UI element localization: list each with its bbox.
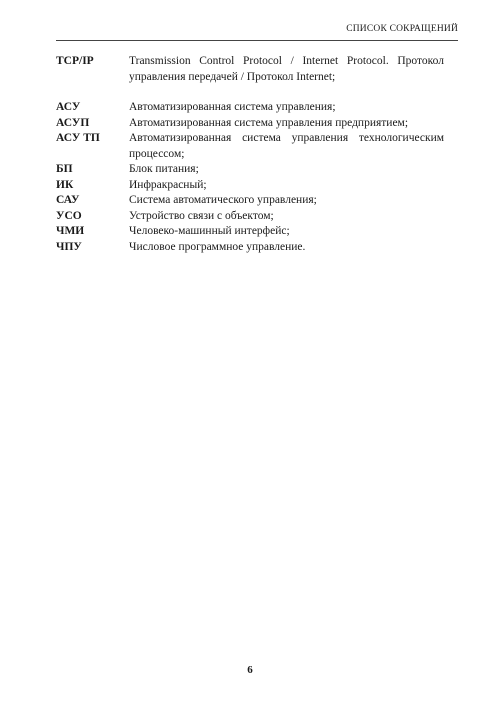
abbreviation-row <box>56 100 444 116</box>
abbreviation-definition: Инфракрасный; <box>129 178 207 191</box>
abbreviation-row <box>56 162 444 178</box>
abbreviation-term: АСУП <box>56 116 90 129</box>
running-header: СПИСОК СОКРАЩЕНИЙ <box>56 18 458 41</box>
abbreviation-definition: Числовое программное управление. <box>129 240 306 253</box>
group-spacer <box>56 85 444 100</box>
abbreviation-definition: Человеко-машинный интерфейс; <box>129 225 290 237</box>
abbreviation-term: ИК <box>56 178 74 191</box>
abbreviation-term: ЧМИ <box>56 225 85 237</box>
abbreviation-row <box>56 54 444 85</box>
abbreviation-definition: Блок питания; <box>129 163 199 175</box>
abbreviation-row <box>56 224 444 240</box>
abbreviation-definition: Автоматизированная система управления предприятием; <box>129 116 409 129</box>
abbreviation-definition: Устройство связи с объектом; <box>129 209 274 222</box>
abbreviation-term: ЧПУ <box>56 240 82 253</box>
abbreviation-definition: Transmission Control Protocol / Internet Protocol. Протокол управления передачей / Протокол Internet; <box>129 55 444 83</box>
abbreviation-definition: Система автоматического управления; <box>129 194 317 206</box>
abbreviation-term: АСУ ТП <box>56 132 100 144</box>
abbreviation-list <box>56 54 444 255</box>
abbreviation-term: САУ <box>56 194 80 206</box>
abbreviation-term: УСО <box>56 209 82 222</box>
abbreviation-row <box>56 131 444 162</box>
abbreviation-term: АСУ <box>56 101 81 113</box>
abbreviation-row <box>56 116 444 132</box>
abbreviation-row <box>56 240 444 256</box>
abbreviation-row <box>56 178 444 194</box>
abbreviation-row <box>56 209 444 225</box>
abbreviation-term: БП <box>56 163 73 175</box>
abbreviation-definition: Автоматизированная система управления; <box>129 101 336 113</box>
abbreviation-definition: Автоматизированная система управления технологическим процессом; <box>129 132 444 160</box>
abbreviation-term: TCP/IP <box>56 55 94 67</box>
abbreviation-row <box>56 193 444 209</box>
page-number: 6 <box>247 664 253 676</box>
